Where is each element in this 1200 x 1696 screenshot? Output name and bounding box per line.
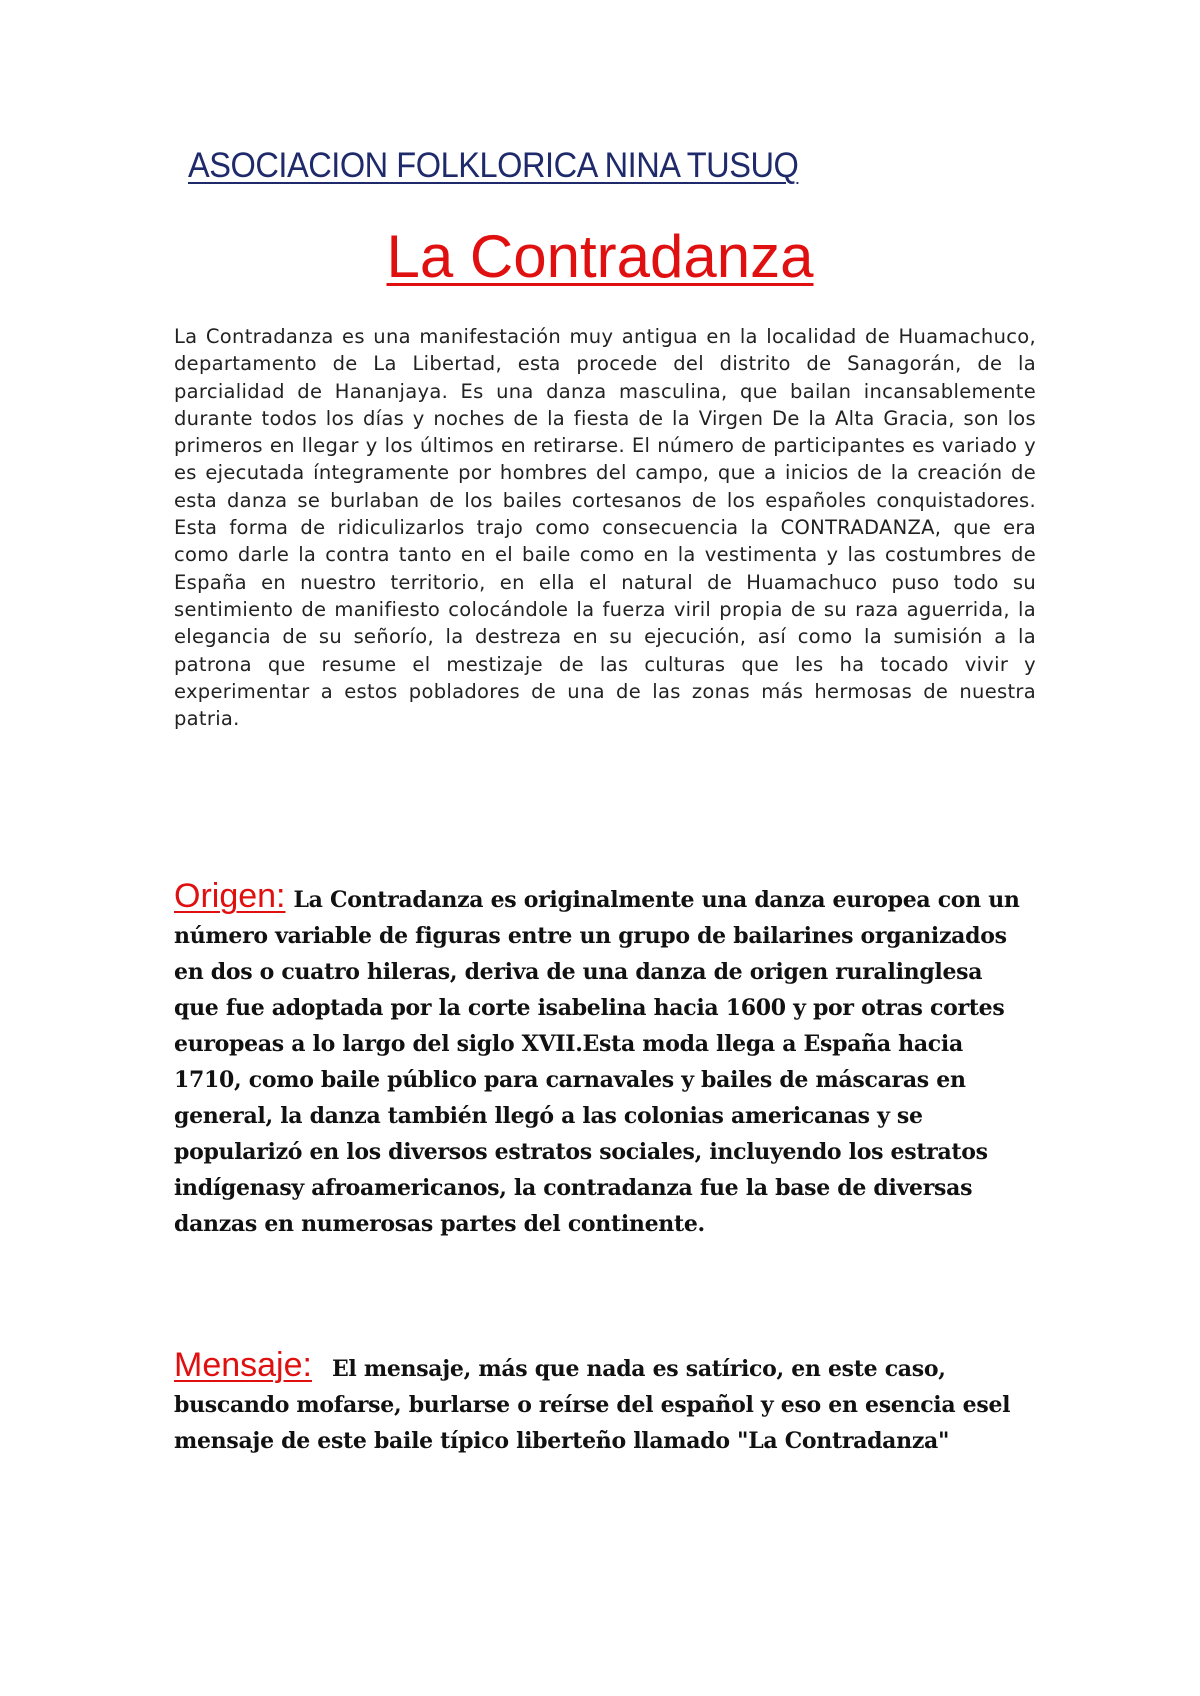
document-title: La Contradanza [386,223,814,290]
organization-title: ASOCIACION FOLKLORICA NINA TUSUQ [188,146,799,185]
origen-section [174,878,1034,1242]
origen-heading: Origen: [174,877,286,915]
intro-paragraph: La Contradanza es una manifestación muy antigua en la localidad de Huamachuco, departamento de La Libertad, esta procede del distrito de Sanagorán, de la parcialidad de Hananjaya. Es una danza masculina, que bailan incansablemente durante todos los días y noches de la fiesta de la Virgen De la Alta Gracia, son los primeros en llegar y los últimos en retirarse. El número de participantes es variado y es ejecutada íntegramente por hombres del campo, que a inicios de la creación de esta danza se burlaban de los bailes cortesanos de los españoles conquistadores. Esta forma de ridiculizarlos trajo como consecuencia la CONTRADANZA, que era como darle la contra tanto en el baile como en la vestimenta y las costumbres de España en nuestro territorio, en ella el natural de Huamachuco puso todo su sentimiento de manifiesto colocándole la fuerza viril propia de su raza aguerrida, la elegancia de su señorío, la destreza en su ejecución, así como la sumisión a la patrona que resume el mestizaje de las culturas que les ha tocado vivir y experimentar a estos pobladores de una de las zonas más hermosas de nuestra patria. [174,325,1036,731]
origen-text: La Contradanza es originalmente una danza europea con un número variable de figuras entre un grupo de bailarines organizados en dos o cuatro hileras, deriva de una danza de origen ruralinglesa que fue adoptada por la corte isabelina hacia 1600 y por otras cortes europeas a lo largo del siglo XVII.Esta moda llega a España hacia 1710, como baile público para carnavales y bailes de máscaras en general, la danza también llegó a las colonias americanas y se popularizó en los diversos estratos sociales, incluyendo los estratos indígenasy afroamericanos, la contradanza fue la base de diversas danzas en numerosas partes del continente. [174,887,1020,1237]
mensaje-text: El mensaje, más que nada es satírico, en este caso, buscando mofarse, burlarse o reírse del español y eso en esencia esel mensaje de este baile típico liberteño llamado "La Contradanza" [174,1356,1011,1454]
mensaje-heading: Mensaje: [174,1346,312,1384]
mensaje-section [174,1347,1034,1459]
